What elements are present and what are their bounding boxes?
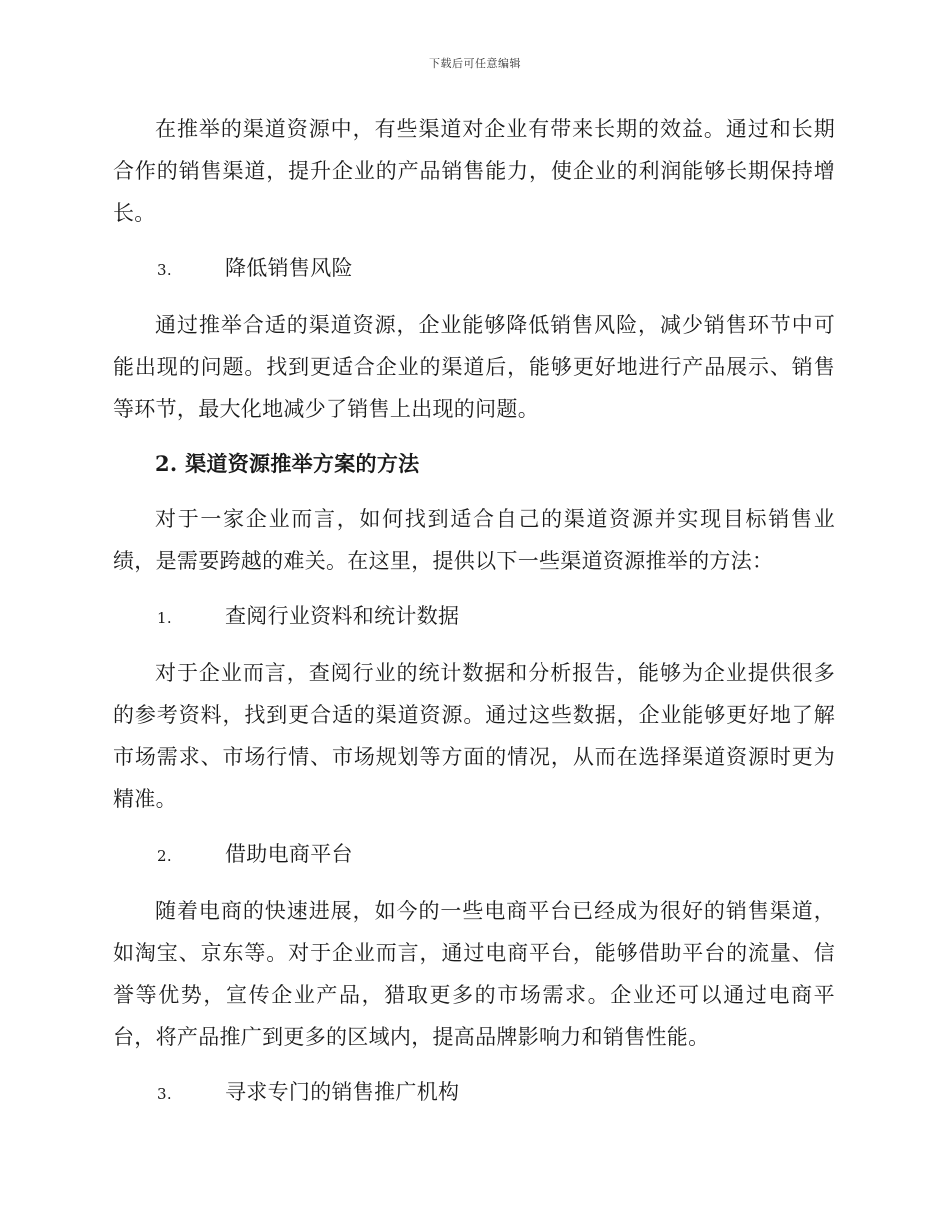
list-number: 3. [157, 261, 172, 279]
section-heading: 2. 渠道资源推举方案的方法 [155, 451, 420, 476]
page-header: 下载后可任意编辑 [429, 57, 521, 70]
paragraph: 对于一家企业而言，如何找到适合自己的渠道资源并实现目标销售业绩，是需要跨越的难关。在这里，提供以下一些渠道资源推举的方法： [113, 507, 835, 573]
list-item-text: 寻求专门的销售推广机构 [225, 1080, 460, 1104]
paragraph: 对于企业而言，查阅行业的统计数据和分析报告，能够为企业提供很多的参考资料，找到更合适的渠道资源。通过这些数据，企业能够更好地了解市场需求、市场行情、市场规划等方面的情况，从而在选择渠道资源时更为精准。 [113, 661, 835, 811]
list-item [113, 833, 835, 877]
list-item [113, 1071, 835, 1115]
list-item [113, 595, 835, 639]
list-number: 3. [157, 1085, 172, 1103]
paragraph: 通过推举合适的渠道资源，企业能够降低销售风险，减少销售环节中可能出现的问题。找到更适合企业的渠道后，能够更好地进行产品展示、销售等环节，最大化地减少了销售上出现的问题。 [113, 313, 835, 421]
paragraph: 随着电商的快速进展，如今的一些电商平台已经成为很好的销售渠道，如淘宝、京东等。对于企业而言，通过电商平台，能够借助平台的流量、信誉等优势，宣传企业产品，猎取更多的市场需求。企业还可以通过电商平台，将产品推广到更多的区域内，提高品牌影响力和销售性能。 [113, 899, 835, 1049]
list-number: 2. [157, 847, 172, 865]
list-item [113, 247, 835, 291]
document-body [113, 108, 835, 1128]
list-number: 1. [157, 609, 172, 627]
paragraph: 在推举的渠道资源中，有些渠道对企业有带来长期的效益。通过和长期合作的销售渠道，提升企业的产品销售能力，使企业的利润能够长期保持增长。 [113, 117, 835, 225]
list-item-text: 借助电商平台 [225, 842, 353, 866]
list-item-text: 查阅行业资料和统计数据 [225, 604, 460, 628]
list-item-text: 降低销售风险 [225, 256, 353, 280]
